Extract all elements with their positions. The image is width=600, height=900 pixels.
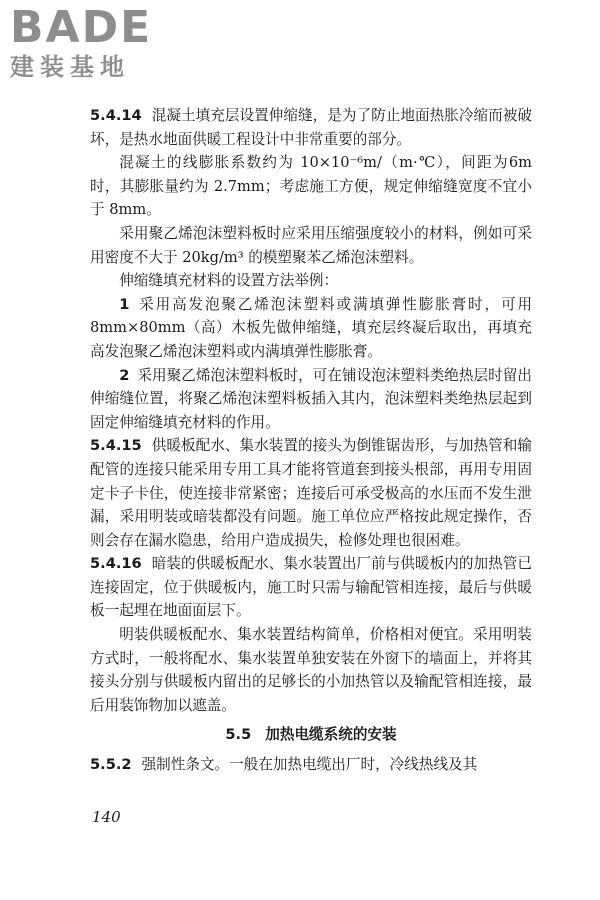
section-number: 5.5	[225, 726, 252, 744]
logo-chinese-text: 建装基地	[10, 53, 130, 81]
page-body	[90, 104, 532, 777]
page-number: 140	[92, 808, 121, 826]
clause-number: 5.4.16	[90, 555, 142, 573]
clause-number: 5.4.15	[90, 437, 142, 455]
paragraph-exposed-installation: 明装供暖板配水、集水装置结构简单，价格相对便宜。采用明装方式时，一般将配水、集水装置单独安装在外窗下的墙面上，并将其接头分别与供暖板内留出的足够长的小加热管以及输配管相连接，最后用装饰物加以遮盖。	[90, 626, 532, 714]
paragraph-5-5-2	[90, 753, 532, 777]
logo-latin-text: BADE	[10, 2, 153, 53]
list-item-number: 1	[119, 295, 130, 313]
paragraph-text: 强制性条文。一般在加热电缆出厂时，冷线热线及其	[141, 756, 478, 774]
list-item-1	[90, 293, 532, 364]
clause-number: 5.5.2	[90, 756, 132, 774]
paragraph-5-4-15	[90, 434, 532, 552]
list-item-2	[90, 364, 532, 435]
list-item-text: 采用高发泡聚乙烯泡沫塑料或满填弹性膨胀膏时，可用8mm×80mm（高）木板先做伸缩缝，填充层终凝后取出，再填充高发泡聚乙烯泡沫塑料或内满填弹性膨胀膏。	[90, 295, 532, 360]
paragraph-5-4-16	[90, 552, 532, 623]
paragraph-expansion-coefficient: 混凝土的线膨胀系数约为 10×10⁻⁶m/（m·℃），间距为6m时，其膨胀量约为 2.7mm；考虑施工方便，规定伸缩缝宽度不宜小于 8mm。	[90, 154, 532, 219]
list-item-number: 2	[119, 366, 130, 384]
section-title: 加热电缆系统的安装	[265, 726, 397, 744]
bade-logo	[10, 2, 180, 86]
paragraph-text: 暗装的供暖板配水、集水装置出厂前与供暖板内的加热管已连接固定，位于供暖板内，施工时只需与输配管相连接，最后与供暖板一起埋在地面面层下。	[90, 555, 532, 620]
paragraph-examples-intro: 伸缩缝填充材料的设置方法举例：	[119, 272, 339, 290]
paragraph-polyethylene-board: 采用聚乙烯泡沫塑料板时应采用压缩强度较小的材料，例如可采用密度不大于 20kg/m³ 的模塑聚苯乙烯泡沫塑料。	[90, 224, 532, 266]
section-heading-5-5	[90, 723, 532, 747]
clause-number: 5.4.14	[90, 107, 142, 124]
list-item-text: 采用聚乙烯泡沫塑料板时，可在铺设泡沫塑料类绝热层时留出伸缩缝位置，将聚乙烯泡沫塑料板插入其内，泡沫塑料类绝热层起到固定伸缩缝填充材料的作用。	[90, 366, 532, 431]
paragraph-text: 供暖板配水、集水装置的接头为倒锥锯齿形，与加热管和输配管的连接只能采用专用工具才能将管道套到接头根部，再用专用固定卡子卡住，使连接非常紧密；连接后可承受极高的水压而不发生泄漏，采用明装或暗装都没有问题。施工单位应严格按此规定操作，否则会存在漏水隐患，给用户造成损失，检修处理也很困难。	[90, 437, 532, 549]
paragraph-5-4-14	[90, 104, 532, 151]
paragraph-text: 混凝土填充层设置伸缩缝，是为了防止地面热胀冷缩而被破坏，是热水地面供暖工程设计中非常重要的部分。	[90, 107, 532, 148]
